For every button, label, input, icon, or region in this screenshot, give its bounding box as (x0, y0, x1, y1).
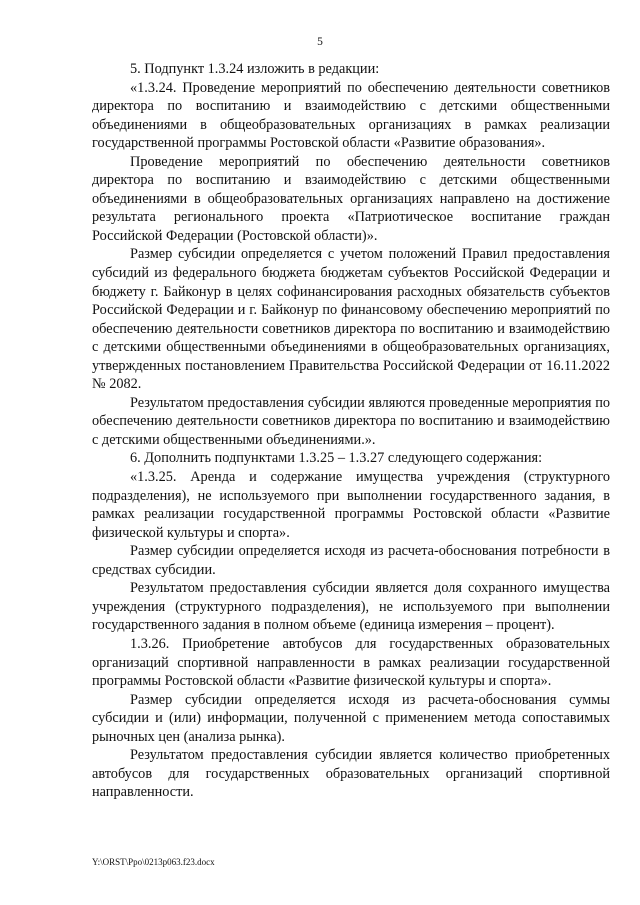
page-number: 5 (317, 36, 323, 48)
paragraph-text: Результатом предоставления субсидии является количество приобретенных автобусов для государственных образовательных организаций спортивной направленности. (92, 747, 610, 801)
paragraph-text: Результатом предоставления субсидии являются проведенные мероприятия по обеспечению деятельности советников директора по воспитанию и взаимодействию с детскими общественными объединениями.». (92, 394, 610, 448)
paragraph-item-6: 6. Дополнить подпунктами 1.3.25 – 1.3.27 следующего содержания: (130, 450, 543, 467)
paragraph-subitem-1-3-24: «1.3.24. Проведение мероприятий по обеспечению деятельности советников директора по воспитанию и взаимодействию с детскими общественными объединениями в общеобразовательных организациях в рамках реализации государственной программы Ростовской области «Развитие образования». (92, 79, 610, 152)
paragraph-text: Размер субсидии определяется с учетом положений Правил предоставления субсидий из федерального бюджета бюджетам субъектов Российской Федерации и бюджету г. Байконур в целях софинансирования расходных обязательств субъектов Российской Федерации и г. Байконур по финансовому обеспечению мероприятий по обеспечению деятельности советников директора по воспитанию и взаимодействию с детскими общественными объединениями в общеобразовательных организациях, утвержденных постановлением Правительства Российской Федерации от 16.11.2022 № 2082. (92, 246, 610, 393)
paragraph-item-5: 5. Подпункт 1.3.24 изложить в редакции: (130, 61, 380, 77)
footer-file-path: Y:\ORST\Ppo\0213p063.f23.docx (92, 857, 215, 867)
paragraph-text: Результатом предоставления субсидии является доля сохранного имущества учреждения (структурного подразделения), не используемого при выполнении государственного задания в полном объеме (единица измерения – процент). (92, 580, 610, 634)
paragraph-text: Размер субсидии определяется исходя из расчета-обоснования суммы субсидии и (или) информации, полученной с применением метода сопоставимых рыночных цен (анализа рынка). (92, 691, 610, 745)
paragraph-text: Проведение мероприятий по обеспечению деятельности советников директора по воспитанию и взаимодействию с детскими общественными объединениями в общеобразовательных организациях направлено на достижение результата регионального проекта «Патриотическое воспитание граждан Российской Федерации (Ростовской области)». (92, 153, 610, 244)
paragraph-text: Размер субсидии определяется исходя из расчета-обоснования потребности в средствах субсидии. (92, 543, 610, 578)
paragraph-subitem-1-3-25: «1.3.25. Аренда и содержание имущества учреждения (структурного подразделения), не используемого при выполнении государственного задания, в рамках реализации государственной программы Ростовской области «Развитие физической культуры и спорта». (92, 469, 610, 541)
document-body (92, 60, 610, 802)
paragraph-subitem-1-3-26: 1.3.26. Приобретение автобусов для государственных образовательных организаций спортивной направленности в рамках реализации государственной программы Ростовской области «Развитие физической культуры и спорта». (92, 635, 610, 690)
